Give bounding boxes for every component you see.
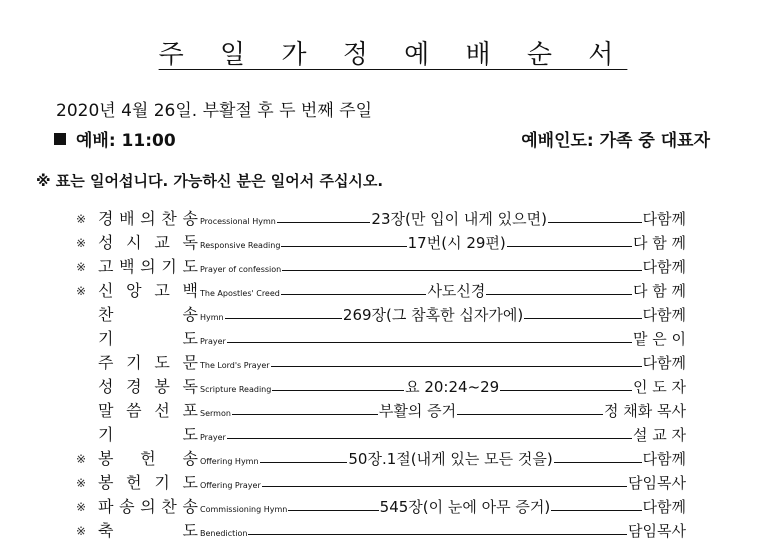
name-char: 봉 — [154, 377, 170, 396]
order-item-english: The Lord's Prayer — [200, 361, 270, 370]
name-char: 기 — [154, 473, 170, 492]
order-item-detail: 269장(그 참혹한 십자가에) — [342, 306, 524, 324]
order-item — [76, 493, 686, 517]
name-char: 헌 — [126, 473, 142, 492]
leader-dash-line — [248, 534, 627, 535]
order-item-english: Prayer — [200, 337, 226, 346]
standing-mark: ※ — [76, 260, 87, 274]
order-item-name — [98, 329, 198, 349]
name-char: 도 — [182, 257, 198, 276]
name-char: 봉 — [98, 449, 114, 468]
order-item — [76, 205, 686, 229]
order-item-name — [98, 401, 198, 421]
name-char: 송 — [182, 497, 198, 516]
name-char: 도 — [154, 353, 170, 372]
leader-dash-line — [225, 318, 342, 319]
order-item — [76, 421, 686, 445]
service-time — [54, 126, 176, 151]
order-item-name — [98, 281, 198, 301]
standing-notice: ※ 표는 일어섭니다. 가능하신 분은 일어서 주십시오. — [36, 172, 384, 190]
page-title-text: 주 일 가 정 예 배 순 서 — [158, 40, 628, 70]
standing-mark: ※ — [76, 452, 87, 466]
order-item-name — [98, 473, 198, 493]
order-item-english: Prayer of confession — [200, 265, 282, 274]
order-item-detail: 요 20:24~29 — [405, 378, 500, 396]
order-item — [76, 445, 686, 469]
name-char: 파 — [98, 497, 114, 516]
order-item — [76, 325, 686, 349]
standing-mark: ※ — [76, 284, 87, 298]
leader-dash-line — [548, 222, 642, 223]
leader-dash-line — [554, 462, 642, 463]
leader-dash-line — [281, 246, 406, 247]
leader-dash-line — [486, 294, 632, 295]
order-item — [76, 469, 686, 493]
order-item-leader: 정 채화 목사 — [604, 402, 686, 420]
standing-mark: ※ — [76, 500, 87, 514]
order-item-detail: 17번(시 29편) — [407, 234, 506, 252]
leader-dash-line — [281, 294, 427, 295]
order-item-english: Prayer — [200, 433, 226, 442]
name-char: 의 — [140, 209, 156, 228]
name-char: 주 — [98, 353, 114, 372]
name-char: 문 — [182, 353, 198, 372]
name-char: 백 — [182, 281, 198, 300]
name-char: 독 — [182, 233, 198, 252]
order-item-leader: 다 함 께 — [632, 282, 686, 300]
name-char: 기 — [126, 353, 142, 372]
name-char: 도 — [182, 521, 198, 540]
order-item-name — [98, 521, 198, 541]
name-char: 송 — [182, 305, 198, 324]
leader-dash-line — [272, 390, 404, 391]
order-item-name — [98, 233, 198, 253]
name-char: 헌 — [140, 449, 156, 468]
name-char: 송 — [182, 449, 198, 468]
order-item-leader: 담임목사 — [628, 522, 686, 540]
name-char: 찬 — [161, 209, 177, 228]
order-item — [76, 277, 686, 301]
leader-dash-line — [260, 462, 348, 463]
order-item-leader: 다함께 — [642, 210, 687, 228]
standing-mark: ※ — [76, 212, 87, 226]
leader-dash-line — [271, 366, 642, 367]
order-item-name — [98, 257, 198, 277]
name-char: 독 — [182, 377, 198, 396]
order-item — [76, 397, 686, 421]
name-char: 경 — [98, 209, 114, 228]
leader-dash-line — [262, 486, 627, 487]
name-char: 성 — [98, 233, 114, 252]
order-item-name — [98, 353, 198, 373]
standing-mark: ※ — [76, 524, 87, 538]
order-item-english: Responsive Reading — [200, 241, 281, 250]
leader-dash-line — [277, 222, 371, 223]
name-char: 고 — [154, 281, 170, 300]
leader-dash-line — [282, 270, 641, 271]
order-item-detail: 545장(이 눈에 아무 증거) — [379, 498, 551, 516]
order-item-english: Hymn — [200, 313, 224, 322]
standing-mark: ※ — [76, 476, 87, 490]
leader-dash-line — [551, 510, 641, 511]
name-char: 봉 — [98, 473, 114, 492]
name-char: 말 — [98, 401, 114, 420]
order-item-leader: 다함께 — [642, 498, 687, 516]
order-item-name — [98, 209, 198, 229]
name-char: 찬 — [98, 305, 114, 324]
order-item-english: The Apostles' Creed — [200, 289, 280, 298]
name-char: 신 — [98, 281, 114, 300]
order-item — [76, 373, 686, 397]
name-char: 기 — [161, 257, 177, 276]
name-char: 의 — [140, 257, 156, 276]
name-char: 송 — [119, 497, 135, 516]
order-item-leader: 설 교 자 — [632, 426, 686, 444]
order-item-leader: 담임목사 — [628, 474, 686, 492]
name-char: 씀 — [126, 401, 142, 420]
order-item-english: Commissioning Hymn — [200, 505, 288, 514]
leader-dash-line — [524, 318, 641, 319]
order-item-name — [98, 377, 198, 397]
order-item-english: Offering Prayer — [200, 481, 261, 490]
name-char: 도 — [182, 425, 198, 444]
name-char: 도 — [182, 329, 198, 348]
order-of-service — [76, 205, 686, 541]
order-item-leader: 인 도 자 — [632, 378, 686, 396]
leader-dash-line — [457, 414, 603, 415]
order-item — [76, 229, 686, 253]
order-item-name — [98, 425, 198, 445]
order-item-english: Processional Hymn — [200, 217, 276, 226]
order-item-detail: 50장.1절(내게 있는 모든 것을) — [348, 450, 553, 468]
order-item — [76, 517, 686, 541]
order-item-english: Scripture Reading — [200, 385, 272, 394]
order-item-leader: 다 함 께 — [633, 234, 687, 252]
order-item-leader: 맡 은 이 — [632, 330, 686, 348]
order-item-english: Sermon — [200, 409, 231, 418]
leader-dash-line — [232, 414, 378, 415]
order-item-detail: 부활의 증거 — [378, 402, 457, 420]
leader-dash-line — [500, 390, 632, 391]
leader-dash-line — [227, 342, 632, 343]
name-char: 도 — [182, 473, 198, 492]
name-char: 축 — [98, 521, 114, 540]
name-char: 교 — [154, 233, 170, 252]
order-item-leader: 다함께 — [642, 306, 686, 324]
leader-dash-line — [227, 438, 632, 439]
name-char: 고 — [98, 257, 114, 276]
name-char: 기 — [98, 425, 114, 444]
order-item-leader: 다함께 — [642, 258, 686, 276]
name-char: 의 — [140, 497, 156, 516]
order-item — [76, 301, 686, 325]
order-item-leader: 다함께 — [642, 354, 686, 372]
order-item-name — [98, 449, 198, 469]
order-item-detail: 사도신경 — [427, 282, 486, 300]
name-char: 시 — [126, 233, 142, 252]
order-item-english: Benediction — [200, 529, 248, 538]
name-char: 찬 — [161, 497, 177, 516]
name-char: 배 — [119, 209, 135, 228]
order-item-leader: 다함께 — [642, 450, 686, 468]
leader-dash-line — [288, 510, 378, 511]
order-item-name — [98, 497, 198, 517]
service-time-text: 예배: 11:00 — [76, 131, 176, 151]
order-item-name — [98, 305, 198, 325]
name-char: 경 — [126, 377, 142, 396]
square-bullet-icon — [54, 133, 66, 145]
order-item — [76, 253, 686, 277]
standing-mark: ※ — [76, 236, 87, 250]
order-item — [76, 349, 686, 373]
order-item-detail: 23장(만 입이 내게 있으면) — [371, 210, 547, 228]
service-date: 2020년 4월 26일. 부활절 후 두 번째 주일 — [56, 101, 373, 121]
name-char: 선 — [154, 401, 170, 420]
name-char: 송 — [182, 209, 198, 228]
name-char: 앙 — [126, 281, 142, 300]
page-title — [0, 34, 772, 71]
name-char: 포 — [182, 401, 198, 420]
name-char: 백 — [119, 257, 135, 276]
order-item-english: Offering Hymn — [200, 457, 259, 466]
leader-dash-line — [507, 246, 632, 247]
name-char: 성 — [98, 377, 114, 396]
name-char: 기 — [98, 329, 114, 348]
worship-leader: 예배인도: 가족 중 대표자 — [521, 131, 710, 151]
